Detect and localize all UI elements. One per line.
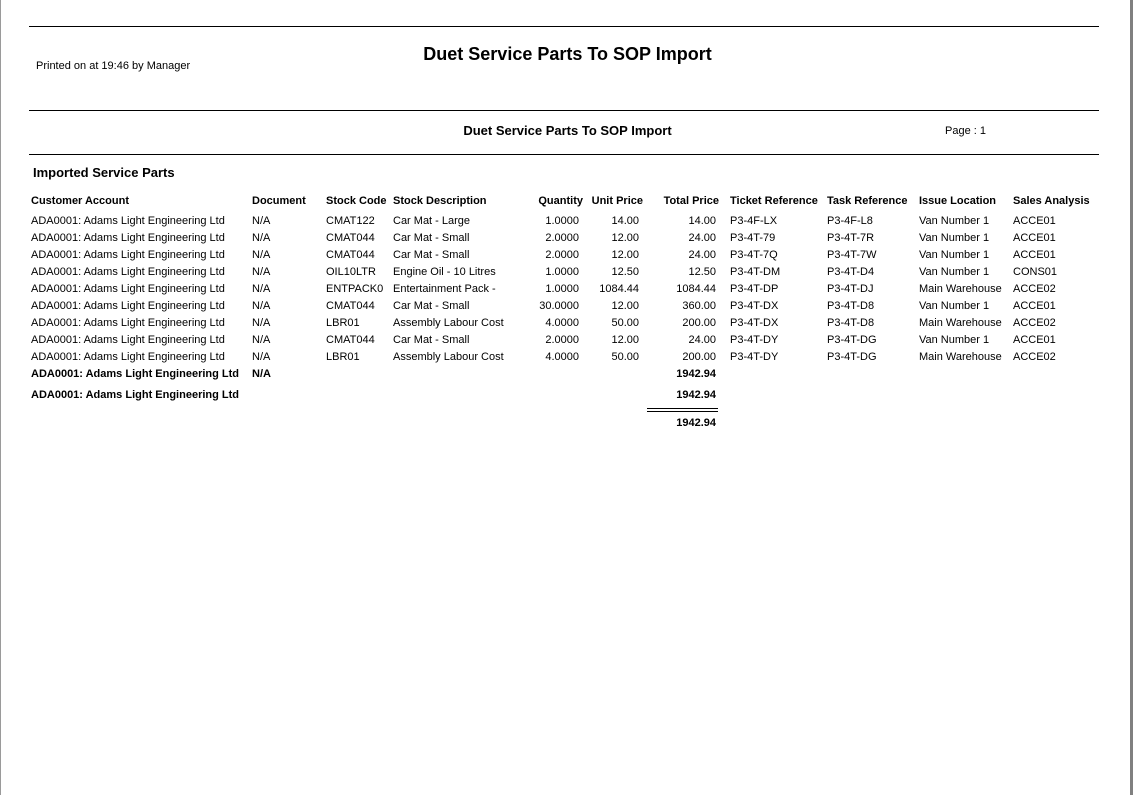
- cell-task-reference: P3-4T-D4: [827, 266, 875, 278]
- cell-unit-price: 1084.44: [599, 283, 639, 295]
- cell-unit-price: 50.00: [611, 351, 639, 363]
- header-unit-price: Unit Price: [591, 195, 643, 207]
- cell-task-reference: P3-4T-DG: [827, 334, 877, 346]
- cell-document: N/A: [252, 317, 271, 329]
- cell-issue-location: Main Warehouse: [919, 317, 1002, 329]
- cell-document: N/A: [252, 232, 271, 244]
- cell-stock-description: Entertainment Pack -: [393, 283, 496, 295]
- cell-unit-price: 14.00: [611, 215, 639, 227]
- cell-customer-account: ADA0001: Adams Light Engineering Ltd: [31, 249, 225, 261]
- cell-sales-analysis: ACCE02: [1013, 317, 1056, 329]
- cell-ticket-reference: P3-4T-79: [730, 232, 776, 244]
- cell-total-price: 14.00: [688, 215, 716, 227]
- cell-stock-description: Engine Oil - 10 Litres: [393, 266, 496, 278]
- cell-issue-location: Van Number 1: [919, 249, 990, 261]
- cell-total-price: 1084.44: [676, 283, 716, 295]
- cell-task-reference: P3-4T-7R: [827, 232, 875, 244]
- report-title: [1, 44, 1133, 65]
- cell-document: N/A: [252, 249, 271, 261]
- cell-ticket-reference: P3-4T-DM: [730, 266, 781, 278]
- cell-task-reference: P3-4T-DJ: [827, 283, 874, 295]
- cell-unit-price: 12.50: [611, 266, 639, 278]
- header-sales-analysis: Sales Analysis: [1013, 195, 1090, 207]
- cell-quantity: 1.0000: [545, 266, 579, 278]
- cell-stock-description: Car Mat - Small: [393, 334, 470, 346]
- cell-stock-code: CMAT044: [326, 334, 375, 346]
- cell-task-reference: P3-4T-7W: [827, 249, 877, 261]
- header-total-price: Total Price: [663, 195, 719, 207]
- cell-quantity: 2.0000: [545, 249, 579, 261]
- cell-ticket-reference: P3-4T-DY: [730, 334, 779, 346]
- cell-quantity: 4.0000: [545, 317, 579, 329]
- cell-stock-code: CMAT122: [326, 215, 375, 227]
- header-stock-description: Stock Description: [393, 195, 487, 207]
- cell-total-price: 24.00: [688, 249, 716, 261]
- cell-stock-code: OIL10LTR: [326, 266, 376, 278]
- header-task-reference: Task Reference: [827, 195, 908, 207]
- cell-quantity: 30.0000: [539, 300, 579, 312]
- cell-customer-account: ADA0001: Adams Light Engineering Ltd: [31, 215, 225, 227]
- cell-total-price: 24.00: [688, 232, 716, 244]
- cell-total-price: 200.00: [682, 317, 716, 329]
- cell-total-price: 12.50: [688, 266, 716, 278]
- subtotal-account: ADA0001: Adams Light Engineering Ltd: [31, 368, 240, 380]
- cell-total-price: 360.00: [682, 300, 716, 312]
- cell-sales-analysis: ACCE02: [1013, 283, 1056, 295]
- cell-customer-account: ADA0001: Adams Light Engineering Ltd: [31, 266, 225, 278]
- page-number: Page : 1: [945, 125, 986, 137]
- cell-stock-code: CMAT044: [326, 300, 375, 312]
- cell-issue-location: Van Number 1: [919, 300, 990, 312]
- cell-sales-analysis: ACCE01: [1013, 232, 1056, 244]
- cell-document: N/A: [252, 283, 271, 295]
- subtotal-document: N/A: [252, 368, 271, 380]
- cell-stock-description: Assembly Labour Cost: [393, 351, 504, 363]
- cell-document: N/A: [252, 300, 271, 312]
- section-title: Imported Service Parts: [33, 165, 175, 180]
- cell-ticket-reference: P3-4T-DX: [730, 317, 779, 329]
- cell-stock-description: Assembly Labour Cost: [393, 317, 504, 329]
- cell-issue-location: Main Warehouse: [919, 351, 1002, 363]
- cell-customer-account: ADA0001: Adams Light Engineering Ltd: [31, 317, 225, 329]
- cell-stock-code: LBR01: [326, 351, 360, 363]
- cell-unit-price: 12.00: [611, 300, 639, 312]
- cell-unit-price: 12.00: [611, 249, 639, 261]
- cell-issue-location: Van Number 1: [919, 334, 990, 346]
- cell-quantity: 4.0000: [545, 351, 579, 363]
- top-rule: [29, 26, 1099, 27]
- cell-quantity: 2.0000: [545, 232, 579, 244]
- cell-sales-analysis: ACCE01: [1013, 300, 1056, 312]
- cell-ticket-reference: P3-4F-LX: [730, 215, 778, 227]
- cell-stock-code: LBR01: [326, 317, 360, 329]
- cell-issue-location: Main Warehouse: [919, 283, 1002, 295]
- header-quantity: Quantity: [538, 195, 583, 207]
- cell-ticket-reference: P3-4T-DX: [730, 300, 779, 312]
- cell-stock-code: CMAT044: [326, 249, 375, 261]
- cell-stock-code: ENTPACK0: [326, 283, 384, 295]
- cell-sales-analysis: ACCE01: [1013, 215, 1056, 227]
- cell-sales-analysis: CONS01: [1013, 266, 1058, 278]
- cell-unit-price: 12.00: [611, 334, 639, 346]
- header-ticket-reference: Ticket Reference: [730, 195, 818, 207]
- cell-sales-analysis: ACCE02: [1013, 351, 1056, 363]
- cell-task-reference: P3-4T-DG: [827, 351, 877, 363]
- cell-task-reference: P3-4F-L8: [827, 215, 873, 227]
- header-issue-location: Issue Location: [919, 195, 997, 207]
- header-stock-code: Stock Code: [326, 195, 387, 207]
- cell-stock-description: Car Mat - Large: [393, 215, 471, 227]
- cell-stock-description: Car Mat - Small: [393, 300, 470, 312]
- cell-document: N/A: [252, 266, 271, 278]
- header-customer-account: Customer Account: [31, 195, 129, 207]
- cell-stock-code: CMAT044: [326, 232, 375, 244]
- cell-issue-location: Van Number 1: [919, 215, 990, 227]
- header-document: Document: [252, 195, 306, 207]
- cell-stock-description: Car Mat - Small: [393, 232, 470, 244]
- cell-quantity: 1.0000: [545, 215, 579, 227]
- header-rule-top: [29, 110, 1099, 111]
- cell-sales-analysis: ACCE01: [1013, 249, 1056, 261]
- cell-ticket-reference: P3-4T-DY: [730, 351, 779, 363]
- cell-customer-account: ADA0001: Adams Light Engineering Ltd: [31, 232, 225, 244]
- subtotal-account: ADA0001: Adams Light Engineering Ltd: [31, 389, 240, 401]
- grand-total: 1942.94: [676, 417, 716, 429]
- printed-info: Printed on at 19:46 by Manager: [36, 60, 191, 72]
- header-rule-bottom: [29, 154, 1099, 155]
- cell-customer-account: ADA0001: Adams Light Engineering Ltd: [31, 351, 225, 363]
- cell-sales-analysis: ACCE01: [1013, 334, 1056, 346]
- cell-task-reference: P3-4T-D8: [827, 317, 875, 329]
- subtotal-total: 1942.94: [676, 368, 716, 380]
- cell-document: N/A: [252, 351, 271, 363]
- cell-ticket-reference: P3-4T-7Q: [730, 249, 778, 261]
- report-title-text: Duet Service Parts To SOP Import: [423, 44, 712, 64]
- cell-issue-location: Van Number 1: [919, 266, 990, 278]
- cell-customer-account: ADA0001: Adams Light Engineering Ltd: [31, 334, 225, 346]
- cell-quantity: 1.0000: [545, 283, 579, 295]
- cell-unit-price: 12.00: [611, 232, 639, 244]
- grand-total-double-rule: [647, 408, 718, 412]
- cell-ticket-reference: P3-4T-DP: [730, 283, 779, 295]
- cell-task-reference: P3-4T-D8: [827, 300, 875, 312]
- cell-document: N/A: [252, 334, 271, 346]
- report-subtitle: Duet Service Parts To SOP Import: [463, 123, 672, 138]
- cell-document: N/A: [252, 215, 271, 227]
- cell-total-price: 200.00: [682, 351, 716, 363]
- cell-customer-account: ADA0001: Adams Light Engineering Ltd: [31, 283, 225, 295]
- cell-quantity: 2.0000: [545, 334, 579, 346]
- cell-stock-description: Car Mat - Small: [393, 249, 470, 261]
- cell-unit-price: 50.00: [611, 317, 639, 329]
- cell-total-price: 24.00: [688, 334, 716, 346]
- subtotal-total: 1942.94: [676, 389, 716, 401]
- cell-customer-account: ADA0001: Adams Light Engineering Ltd: [31, 300, 225, 312]
- cell-issue-location: Van Number 1: [919, 232, 990, 244]
